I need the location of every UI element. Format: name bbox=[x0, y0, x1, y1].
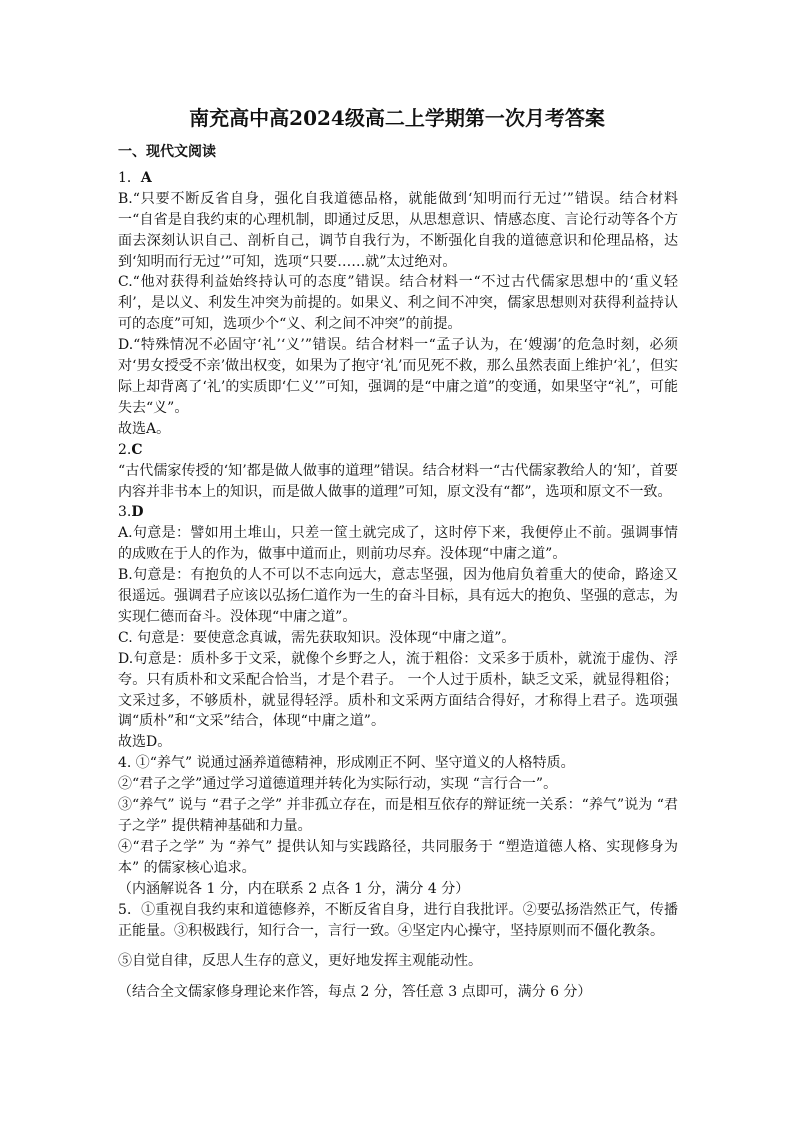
q3-explanation-b: B.句意是：有抱负的人不可以不志向远大，意志坚强，因为他肩负着重大的使命，路途又很遥远。强调君子应该以弘扬仁道作为一生的奋斗目标，具有远大的抱负、坚强的意志，为实现仁德而奋斗。没体现“中庸之道”。 bbox=[118, 567, 678, 625]
q1-answer: A bbox=[140, 169, 152, 186]
q4-point-4: ④“君子之学” 为 “养气” 提供认知与实践路径，共同服务于 “塑造道德人格、实现修身为本” 的儒家核心追求。 bbox=[118, 838, 678, 876]
q5-scoring-note: （结合全文儒家修身理论来作答，每点 2 分，答任意 3 点即可，满分 6 分） bbox=[118, 984, 592, 1001]
document-body bbox=[118, 142, 678, 1003]
q4-point-3: ③“养气” 说与 “君子之学” 并非孤立存在，而是相互依存的辩证统一关系：“养气”说为 “君子之学” 提供精神基础和力量。 bbox=[118, 797, 678, 834]
q2-number: 2. bbox=[118, 441, 132, 458]
q3-conclusion: 故选D。 bbox=[118, 734, 172, 751]
section-heading: 一、现代文阅读 bbox=[118, 144, 216, 160]
q5-point-5: ⑤自觉自律，反思人生存的意义，更好地发挥主观能动性。 bbox=[118, 953, 482, 970]
q1-conclusion: 故选A。 bbox=[118, 420, 171, 437]
q3-answer: D bbox=[131, 504, 144, 521]
q3-heading bbox=[118, 502, 678, 523]
q3-explanation-c: C. 句意是：要使意念真诚，需先获取知识。没体现“中庸之道”。 bbox=[118, 629, 516, 646]
q1-explanation-b: B.“只要不断反省自身，强化自我道德品格，就能做到‘知明而行无过’”错误。结合材料一“自省是自我约束的心理机制，即通过反思，从思想意识、情感态度、言论行动等各个方面去深刻认识自己、剖析自己，调节自我行为，不断强化自我的道德意识和伦理品格，达到‘知明而行无过’”可知，选项“只要……就”太过绝对。 bbox=[118, 190, 678, 270]
page-title: 南充高中高2024级高二上学期第一次月考答案 bbox=[189, 106, 605, 130]
q1-number: 1． bbox=[118, 169, 141, 186]
q2-explanation: “古代儒家传授的‘知’都是做人做事的道理”错误。结合材料一“古代儒家教给人的‘知’，首要内容并非书本上的知识，而是做人做事的道理”可知，原文没有“都”，选项和原文不一致。 bbox=[118, 462, 678, 500]
q3-explanation-d: D.句意是：质朴多于文采，就像个乡野之人，流于粗俗：文采多于质朴，就流于虚伪、浮夸。只有质朴和文采配合恰当，才是个君子。 一个人过于质朴，缺乏文采，就显得粗俗；文采过多，不够质朴，就显得轻浮。质朴和文采两方面结合得好，才称得上君子。选项强调“质朴”和“文采”结合，体现“中庸之道”。 bbox=[118, 650, 678, 730]
q1-explanation-c: C.“他对获得利益始终持认可的态度”错误。结合材料一“不过古代儒家思想中的‘重义轻利’，是以义、利发生冲突为前提的。如果义、利之间不冲突，儒家思想则对获得利益持认可的态度”可知，选项少个“义、利之间不冲突”的前提。 bbox=[118, 274, 678, 333]
q1-heading bbox=[118, 168, 678, 189]
q4-point-1: 4. ①“养气” 说通过涵养道德精神，形成刚正不阿、坚守道义的人格特质。 bbox=[118, 755, 575, 772]
q5-points-1-4: 5．①重视自我约束和道德修养，不断反省自身，进行自我批评。②要弘扬浩然正气，传播正能量。③积极践行，知行合一，言行一致。④坚定内心操守，坚持原则而不僵化教条。 bbox=[118, 901, 678, 939]
q2-answer: C bbox=[131, 441, 143, 458]
q1-explanation-d: D.“特殊情况不必固守‘礼’‘义’”错误。结合材料一“孟子认为，在‘嫂溺’的危急时刻，必须对‘男女授受不亲’做出权变，如果为了抱守‘礼’而见死不救，那么虽然表面上维护‘礼’，但实际上却背离了‘礼’的实质即‘仁义’”可知，强调的是“中庸之道”的变通，如果坚守“礼”，可能失去“义”。 bbox=[118, 337, 678, 416]
q3-number: 3. bbox=[118, 504, 132, 521]
q4-point-2: ②“君子之学”通过学习道德道理并转化为实际行动，实现 “言行合一”。 bbox=[118, 776, 558, 793]
q2-heading bbox=[118, 440, 678, 461]
q4-scoring-note: （内涵解说各 1 分，内在联系 2 点各 1 分，满分 4 分） bbox=[118, 880, 470, 897]
q3-explanation-a: A.句意是：譬如用土堆山，只差一筐土就完成了，这时停下来，我便停止不前。强调事情的成败在于人的作为，做事中道而止，则前功尽弃。没体现“中庸之道”。 bbox=[118, 525, 678, 563]
